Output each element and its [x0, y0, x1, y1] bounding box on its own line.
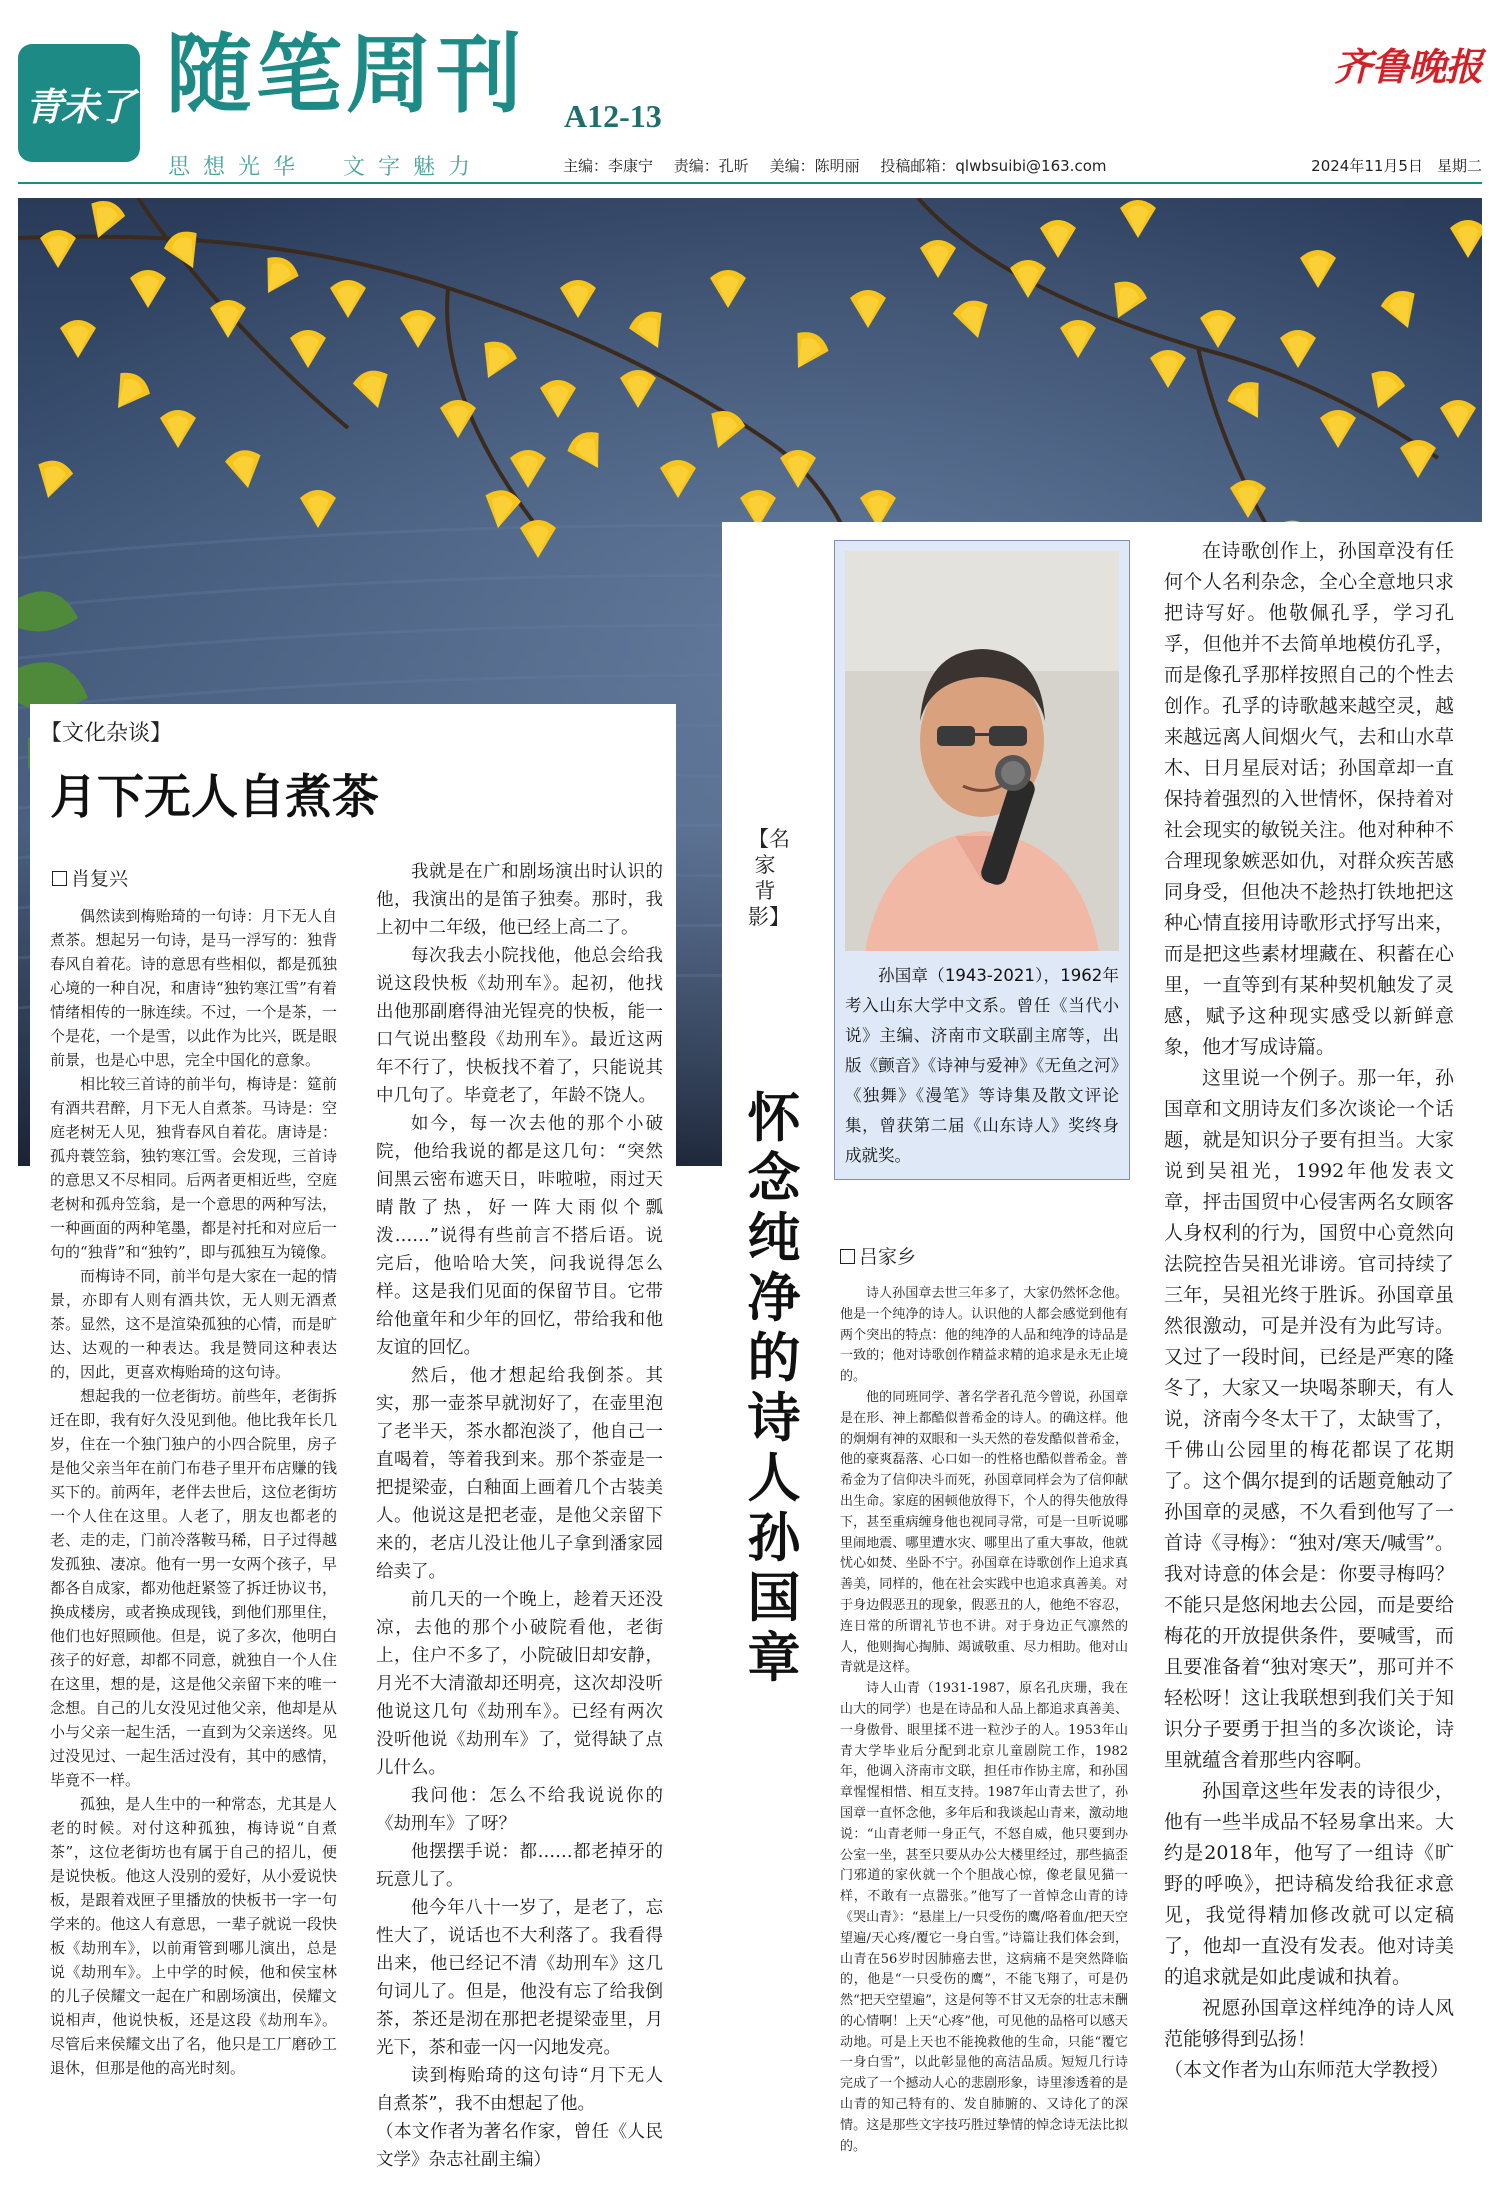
article1-author-note: （本文作者为著名作家，曾任《人民文学》杂志社副主编） — [376, 2122, 663, 2170]
article2-paragraph: 孙国章这些年发表的诗很少，他有一些半成品不轻易拿出来。大约是2018年，他写了一组诗《旷野的呼唤》，把诗稿发给我征求意见，我觉得精加修改就可以定稿了，他却一直没有发表。他对诗美的追求就是如此虔诚和执着。 — [1164, 1780, 1454, 1988]
art-editor: 美编：陈明丽 — [769, 157, 860, 175]
article1-paragraph: 然后，他才想起给我倒茶。其实，那一壶茶早就沏好了，在壶里泡了老半天，茶水都泡淡了，他自己一直喝着，等着我到来。那个茶壶是一把提梁壶，白釉面上画着几个古装美人。他说这是把老壶，是他父亲留下来的，老店儿没让他儿子拿到潘家园给卖了。 — [376, 1366, 663, 1582]
article2-paragraph: 诗人孙国章去世三年多了，大家仍然怀念他。他是一个纯净的诗人。认识他的人都会感觉到他有两个突出的特点：他的纯净的人品和纯净的诗品是一致的；他对诗歌创作精益求精的追求是永无止境的。 — [840, 1286, 1128, 1385]
article2-byline — [840, 1242, 916, 1269]
article2-column-1 — [840, 1284, 1128, 2184]
article2-tag: 【名家背影】 — [748, 827, 790, 929]
column-logo — [18, 44, 140, 162]
editor-in-charge: 主编：李康宁 — [563, 157, 654, 175]
slogan: 思想光华 文字魅力 — [168, 155, 484, 180]
article1-column-1 — [50, 904, 337, 2184]
article1-author: 肖复兴 — [71, 868, 129, 890]
article1-paragraph: 想起我的一位老街坊。前些年，老街拆迁在即，我有好久没见到他。他比我年长几岁，住在一个独门独户的小四合院里，房子是他父亲当年在前门布巷子里开布店赚的钱买下的。前两年，老伴去世后，这位老街坊一个人住在这里。人老了，朋友也都老的老、走的走，门前冷落鞍马稀，日子过得越发孤独、凄凉。他有一男一女两个孩子，早都各自成家，都劝他赶紧签了拆迁协议书，换成楼房，或者换成现钱，到他们那里住，他们也好照顾他。但是，说了多次，他明白孩子的好意，却都不同意，就独自一个人住在这里，想的是，这是他父亲留下来的唯一念想。自己的儿女没见过他父亲，他却是从小与父亲一起生活，一直到为父亲送终。见过没见过、一起生活过没有，其中的感情，毕竟不一样。 — [50, 1387, 337, 1789]
submission-email: 投稿邮箱：qlwbsuibi@163.com — [880, 157, 1107, 175]
weekday: 星期二 — [1436, 157, 1482, 175]
article1-paragraph: 孤独，是人生中的一种常态，尤其是人老的时候。对付这种孤独，梅诗说“自煮茶”，这位老街坊也有属于自己的招儿，便是说快板。他这人没别的爱好，从小爱说快板，是跟着戏匣子里播放的快板书一字一句学来的。他这人有意思，一辈子就说一段快板《劫刑车》，以前甭管到哪儿演出，总是说《劫刑车》。上中学的时候，他和侯宝林的儿子侯耀文一起在广和剧场演出，侯耀文说相声，他说快板，还是这段《劫刑车》。尽管后来侯耀文出了名，他只是工厂磨砂工退休，但那是他的高光时刻。 — [50, 1795, 337, 2077]
responsible-editor: 责编：孔昕 — [673, 157, 749, 175]
newspaper-name: 齐鲁晚报 — [1333, 44, 1482, 89]
byline-square-icon — [840, 1249, 855, 1264]
portrait-photo — [845, 551, 1119, 951]
article1-paragraph: 而梅诗不同，前半句是大家在一起的情景，亦即有人则有酒共饮，无人则无酒煮茶。显然，这不是渲染孤独的心情，而是旷达、达观的一种表达。我是赞同这种表达的，因此，更喜欢梅贻琦的这句诗。 — [50, 1267, 337, 1381]
article2-author-note: （本文作者为山东师范大学教授） — [1164, 2059, 1450, 2081]
date: 2024年11月5日 — [1311, 157, 1423, 175]
article1-title: 月下无人自煮茶 — [50, 770, 379, 825]
article2-paragraph: 在诗歌创作上，孙国章没有任何个人名利杂念，全心全意地只求把诗写好。他敬佩孔孚，学习孔孚，但他并不去简单地模仿孔孚，而是像孔孚那样按照自己的个性去创作。孔孚的诗歌越来越空灵，越来越远离人间烟火气，去和山水草木、日月星辰对话；孙国章却一直保持着强烈的入世情怀，保持着对社会现实的敏锐关注。他对种种不合理现象嫉恶如仇，对群众疾苦感同身受，但他决不趁热打铁地把这种心情直接用诗歌形式抒写出来，而是把这些素材埋藏在、积蓄在心里，一直等到有某种契机触发了灵感，赋予这种现实感受以新鲜意象，他才写成诗篇。 — [1164, 540, 1454, 1058]
logo-text: 青未了 — [24, 83, 133, 129]
masthead-rule — [18, 182, 1482, 184]
article2-paragraph: 诗人山青（1931-1987，原名孔庆珊，我在山大的同学）也是在诗品和人品上都追求真善美、一身傲骨、眼里揉不进一粒沙子的人。1953年山青大学毕业后分配到北京儿童剧院工作，1982年，他调入济南市文联，担任市作协主席，和孙国章惺惺相惜、相互支持。1987年山青去世了，孙国章一直怀念他，多年后和我谈起山青来，激动地说：“山青老师一身正气，不怒自威，他只要到办公室一坐，甚至只要从办公大楼里经过，那些搞歪门邪道的家伙就一个个胆战心惊，像老鼠见猫一样，不敢有一点嚣张。”他写了一首悼念山青的诗《哭山青》：“悬崖上/一只受伤的鹰/咯着血/把天空望遍/天心疼/覆它一身白雪。”诗篇让我们体会到，山青在56岁时因肺癌去世，这病痛不是突然降临的，他是“一只受伤的鹰”，不能飞翔了，可是仍然“把天空望遍”，这是何等不甘又无奈的壮志未酬的心情啊！上天“心疼”他，可见他的品格可以感天动地。可是上天也不能挽救他的生命，只能“覆它一身白雪”，以此彰显他的高洁品质。短短几行诗完成了一个撼动人心的悲剧形象，诗里渗透着的是山青的知己特有的、发自肺腑的、又诗化了的深情。这是那些文字技巧胜过挚情的悼念诗无法比拟的。 — [840, 1681, 1128, 2154]
article1-column-2 — [376, 858, 663, 2184]
article1-paragraph: 我就是在广和剧场演出时认识的他，我演出的是笛子独奏。那时，我上初中二年级，他已经上高二了。 — [376, 862, 663, 938]
article1-paragraph: 我问他：怎么不给我说说你的《劫刑车》了呀？ — [376, 1786, 663, 1834]
byline-square-icon — [52, 871, 67, 886]
article2-paragraph: 这里说一个例子。那一年，孙国章和文朋诗友们多次谈论一个话题，就是知识分子要有担当。大家说到吴祖光，1992年他发表文章，抨击国贸中心侵害两名女顾客人身权利的行为，国贸中心竟然向法院控告吴祖光诽谤。官司持续了三年，吴祖光终于胜诉。孙国章虽然很激动，可是并没有为此写诗。又过了一段时间，已经是严寒的隆冬了，大家又一块喝茶聊天，有人说，济南今冬太干了，太缺雪了，千佛山公园里的梅花都误了花期了。这个偶尔提到的话题竟触动了孙国章的灵感，不久看到他写了一首诗《寻梅》：“独对/寒天/喊雪”。我对诗意的体会是：你要寻梅吗？不能只是悠闲地去公园，而是要给梅花的开放提供条件，要喊雪，而且要准备着“独对寒天”，那可并不轻松呀！这让我联想到我们关于知识分子要勇于担当的多次谈论，诗里就蕴含着那些内容啊。 — [1164, 1067, 1454, 1771]
author-bio-text: 孙国章（1943-2021），1962年考入山东大学中文系。曾任《当代小说》主编、济南市文联副主席等，出版《颤音》《诗神与爱神》《无鱼之河》《独舞》《漫笔》等诗集及散文评论集，曾获第二届《山东诗人》奖终身成就奖。 — [845, 966, 1119, 1165]
article2-author: 吕家乡 — [859, 1246, 917, 1268]
article1-paragraph: 读到梅贻琦的这句诗“月下无人自煮茶”，我不由想起了他。 — [376, 2066, 663, 2114]
author-bio — [845, 961, 1119, 1171]
article1-paragraph: 他摆摆手说：都……都老掉牙的玩意儿了。 — [376, 1842, 663, 1890]
article1-tag: 【文化杂谈】 — [40, 721, 173, 746]
masthead — [0, 0, 1500, 190]
editor-credits — [563, 155, 1122, 176]
article1-paragraph: 如今，每一次去他的那个小破院，他给我说的都是这几句：“突然间黑云密布遮天日，咔啦啦，雨过天晴散了热，好一阵大雨似个瓢泼……”说得有些前言不搭后语。说完后，他哈哈大笑，问我说得怎么样。这是我们见面的保留节目。它带给他童年和少年的回忆，带给我和他友谊的回忆。 — [376, 1114, 663, 1358]
article1-byline — [52, 864, 128, 891]
article1-paragraph: 前几天的一个晚上，趁着天还没凉，去他的那个小破院看他，老街上，住户不多了，小院破旧却安静，月光不大清澈却还明亮，这次却没听他说这几句《劫刑车》。已经有两次没听他说《劫刑车》了，觉得缺了点儿什么。 — [376, 1590, 663, 1778]
article1-paragraph: 相比较三首诗的前半句，梅诗是：筵前有酒共君醉，月下无人自煮茶。马诗是：空庭老树无人见，独背春风自着花。唐诗是：孤舟蓑笠翁，独钓寒江雪。会发现，三首诗的意思又不尽相同。后两者更相近些，空庭老树和孤舟笠翁，是一个意思的两种写法，一种画面的两种笔墨，都是衬托和对应后一句的“独背”和“独钓”，即与孤独互为镜像。 — [50, 1075, 337, 1261]
article1-paragraph: 偶然读到梅贻琦的一句诗：月下无人自煮茶。想起另一句诗，是马一浮写的：独背春风自着花。诗的意思有些相似，都是孤独心境的一种自况，和唐诗“独钓寒江雪”有着情绪相传的一脉连续。不过，一个是茶，一个是花，一个是雪，以此作为比兴，既是眼前景，也是心中思，完全中国化的意象。 — [50, 907, 337, 1069]
article2-paragraph: 祝愿孙国章这样纯净的诗人风范能够得到弘扬！ — [1164, 1997, 1454, 2050]
page-number: A12-13 — [564, 98, 662, 134]
column-title: 随笔周刊 — [166, 25, 526, 125]
author-bio-box — [834, 540, 1130, 1180]
article1-paragraph: 每次我去小院找他，他总会给我说这段快板《劫刑车》。起初，他找出他那副磨得油光锃亮的快板，能一口气说出整段《劫刑车》。最近这两年不行了，快板找不着了，只能说其中几句了。毕竟老了，年龄不饶人。 — [376, 946, 663, 1106]
article1-paragraph: 他今年八十一岁了，是老了，忘性大了，说话也不大利落了。我看得出来，他已经记不清《劫刑车》这几句词儿了。但是，他没有忘了给我倒茶，茶还是沏在那把老提梁壶里，月光下，茶和壶一闪一闪地发亮。 — [376, 1898, 663, 2058]
article2-column-2 — [1164, 536, 1454, 2184]
article2-title: 怀念纯净的诗人孙国章 — [747, 1087, 801, 1689]
publication-date — [1297, 155, 1482, 176]
article2-paragraph: 他的同班同学、著名学者孔范今曾说，孙国章是在形、神上都酷似普希金的诗人。的确这样。他的炯炯有神的双眼和一头天然的卷发酷似普希金，他的豪爽磊落、心口如一的性格也酷似普希金。普希金为了信仰决斗而死，孙国章同样会为了信仰献出生命。家庭的困顿他放得下，个人的得失他放得下，甚至重病缠身他也视同寻常，可是一旦听说哪里闹地震、哪里遭水灾、哪里出了重大事故，他就忧心如焚、坐卧不宁。孙国章在诗歌创作上追求真善美，同样的，他在社会实践中也追求真善美。对于身边假恶丑的现象，假恶丑的人，他绝不容忍，连日常的所谓礼节也不讲。对于身边正气凛然的人，他则掏心掏肺、竭诚敬重、尽力相助。他对山青就是这样。 — [840, 1389, 1128, 1676]
